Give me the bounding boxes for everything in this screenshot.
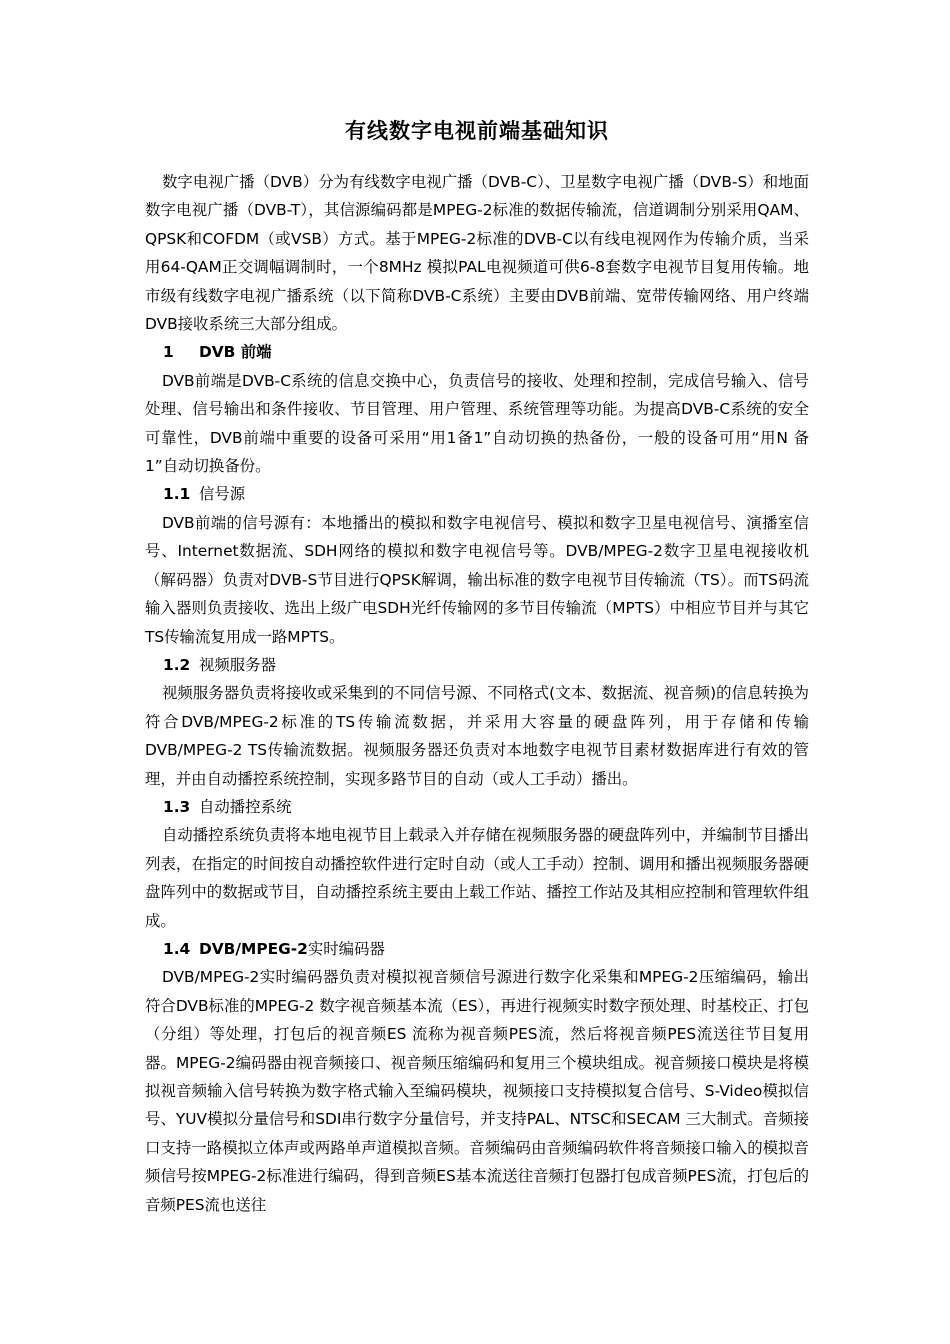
section-heading-1 (145, 338, 809, 366)
section-1-2-paragraph: 视频服务器负责将接收或采集到的不同信号源、不同格式(文本、数据流、视音频)的信息转换为符合DVB/MPEG-2标准的TS传输流数据，并采用大容量的硬盘阵列，用于存储和传输DVB/MPEG-2 TS传输流数据。视频服务器还负责对本地数字电视节目素材数据库进行有效的管理，并由自动播控系统控制，实现多路节目的自动（或人工手动）播出。 (145, 684, 809, 788)
section-label: 自动播控系统 (199, 797, 292, 816)
section-label: 实时编码器 (307, 939, 385, 958)
section-heading-1-4 (145, 935, 809, 963)
section-heading-1-2 (145, 651, 809, 679)
section-heading-1-1 (145, 480, 809, 508)
section-label: 信号源 (199, 485, 246, 504)
document-title: 有线数字电视前端基础知识 (345, 119, 609, 143)
section-number: 1.1 (163, 485, 191, 504)
document-page (145, 116, 809, 1219)
section-heading-1-3 (145, 793, 809, 821)
section-number: 1.4 (163, 939, 191, 958)
intro-paragraph: 数字电视广播（DVB）分为有线数字电视广播（DVB-C）、卫星数字电视广播（DVB-S）和地面数字电视广播（DVB-T），其信源编码都是MPEG-2标准的数据传输流，信道调制分别采用QAM、QPSK和COFDM（或VSB）方式。基于MPEG-2标准的DVB-C以有线电视网作为传输介质，当采用64-QAM正交调幅调制时，一个8MHz 模拟PAL电视频道可供6-8套数字电视节目复用传输。地市级有线数字电视广播系统（以下简称DVB-C系统）主要由DVB前端、宽带传输网络、用户终端DVB接收系统三大部分组成。 (145, 173, 809, 334)
section-number: 1.3 (163, 797, 191, 816)
section-1-paragraph: DVB前端是DVB-C系统的信息交换中心，负责信号的接收、处理和控制，完成信号输入、信号处理、信号输出和条件接收、节目管理、用户管理、系统管理等功能。为提高DVB-C系统的安全可靠性，DVB前端中重要的设备可采用“用1备1”自动切换的热备份，一般的设备可用“用N 备1”自动切换备份。 (145, 371, 809, 476)
section-1-1-paragraph: DVB前端的信号源有：本地播出的模拟和数字电视信号、模拟和数字卫星电视信号、演播室信号、Internet数据流、SDH网络的模拟和数字电视信号等。DVB/MPEG-2数字卫星电视接收机（解码器）负责对DVB-S节目进行QPSK解调，输出标准的数字电视节目传输流（TS）。而TS码流输入器则负责接收、选出上级广电SDH光纤传输网的多节目传输流（MPTS）中相应节目并与其它TS传输流复用成一路MPTS。 (145, 513, 809, 646)
section-1-4-paragraph: DVB/MPEG-2实时编码器负责对模拟视音频信号源进行数字化采集和MPEG-2压缩编码，输出符合DVB标准的MPEG-2 数字视音频基本流（ES），再进行视频实时数字预处理、时基校正、打包（分组）等处理，打包后的视音频ES 流称为视音频PES流，然后将视音频PES流送往节目复用器。MPEG-2编码器由视音频接口、视音频压缩编码和复用三个模块组成。视音频接口模块是将模拟视音频输入信号转换为数字格式输入至编码模块，视频接口支持模拟复合信号、S-Video模拟信号、YUV模拟分量信号和SDI串行数字分量信号，并支持PAL、NTSC和SECAM 三大制式。音频接口支持一路模拟立体声或两路单声道模拟音频。音频编码由音频编码软件将音频接口输入的模拟音频信号按MPEG-2标准进行编码，得到音频ES基本流送往音频打包器打包成音频PES流，打包后的音频PES流也送往 (145, 968, 809, 1214)
section-label: DVB 前端 (199, 343, 272, 362)
section-1-3-paragraph: 自动播控系统负责将本地电视节目上载录入并存储在视频服务器的硬盘阵列中，并编制节目播出列表，在指定的时间按自动播控软件进行定时自动（或人工手动）控制、调用和播出视频服务器硬盘阵列中的数据或节目，自动播控系统主要由上载工作站、播控工作站及其相应控制和管理软件组成。 (145, 826, 809, 930)
section-number: 1 (163, 343, 174, 362)
section-number: 1.2 (163, 655, 191, 674)
section-label: 视频服务器 (199, 655, 276, 674)
section-label-bold: DVB/MPEG-2 (199, 939, 308, 958)
